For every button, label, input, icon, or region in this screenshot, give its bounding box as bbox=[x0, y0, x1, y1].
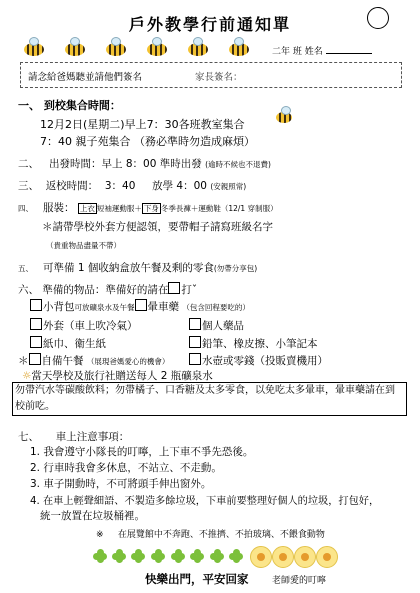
departure-note: (逾時不候也不退費) bbox=[205, 160, 271, 169]
top-box: 上衣 bbox=[79, 204, 95, 213]
section-7-title: 車上注意事項： bbox=[55, 431, 130, 443]
bee-icon bbox=[276, 112, 292, 123]
teacher-sign-off: 老師愛的叮嚀 bbox=[272, 576, 327, 586]
class-name-line bbox=[272, 44, 372, 57]
bus-rule-1: 1. 我會遵守小隊長的叮嚀，上下車不爭先恐後。 bbox=[30, 446, 254, 458]
lunchbox-note: (勿帶分享包) bbox=[213, 264, 258, 273]
clover-icon bbox=[171, 549, 185, 563]
gift-text: 當天學校及旅行社贈送每人 2 瓶礦泉水 bbox=[31, 370, 213, 382]
flower-icon bbox=[272, 546, 294, 568]
section-6-title: 準備的物品：準備好的請在 bbox=[42, 284, 169, 296]
bus-rule-4: 4. 在車上輕聲細語、不製造多餘垃圾，下車前要整理好個人的垃圾，打包好， bbox=[30, 496, 380, 507]
section-4-number: 四、 bbox=[18, 204, 33, 213]
section-1-heading bbox=[18, 97, 121, 113]
highlight-warning: 勿帶汽水等碳酸飲料；勿帶橘子、口香糖及太多零食，以免吃太多暈車，暈車藥請在到校前吃。 bbox=[12, 382, 407, 416]
checkbox-paper[interactable] bbox=[30, 336, 42, 348]
item-bag: 小背包 bbox=[43, 301, 75, 313]
item-medicine-note: （包含回程要吃的） bbox=[182, 303, 250, 312]
section-1-title: 到校集合時間： bbox=[43, 99, 121, 112]
gift-line bbox=[22, 368, 213, 383]
section-2-number: 二、 bbox=[18, 158, 39, 170]
checkbox-lunch[interactable] bbox=[29, 353, 41, 365]
bus-rule-4-continued: 統一放置在垃圾桶裡。 bbox=[30, 510, 146, 522]
checkbox-jacket[interactable] bbox=[30, 318, 42, 330]
section-4 bbox=[18, 200, 278, 215]
item-jacket bbox=[30, 318, 138, 333]
checkbox-personal-meds[interactable] bbox=[189, 318, 201, 330]
name-underline[interactable] bbox=[326, 53, 372, 54]
class-line-label: 二年 班 姓名 bbox=[272, 47, 323, 57]
section-5-number: 五、 bbox=[18, 264, 33, 273]
section-6-heading bbox=[18, 282, 197, 297]
section-7-heading bbox=[18, 429, 129, 444]
flower-icon bbox=[250, 546, 272, 568]
clover-icon bbox=[131, 549, 145, 563]
item-bottle bbox=[189, 353, 328, 368]
clover-icon bbox=[229, 549, 243, 563]
assembly-time-line-1: 12月2日(星期二)早上7：30各班教室集合 bbox=[40, 118, 245, 131]
bus-rule-2: 2. 行車時我會多休息，不站立、不走動。 bbox=[30, 462, 222, 474]
checkbox-bottle[interactable] bbox=[189, 353, 201, 365]
return-time: 返校時間： 3：40 放學 4：00 bbox=[45, 180, 207, 192]
section-3 bbox=[18, 178, 246, 193]
top-clothing: 短袖運動服＋ bbox=[96, 204, 142, 213]
bee-icon bbox=[147, 43, 167, 56]
museum-rule-mark: ※ bbox=[96, 530, 104, 540]
return-note: (安親照常) bbox=[210, 182, 247, 191]
bee-icon bbox=[24, 43, 44, 56]
clover-icon bbox=[190, 549, 204, 563]
checkbox-sample bbox=[168, 282, 180, 294]
item-row-1 bbox=[30, 299, 250, 314]
check-mark-icon: ˇ bbox=[191, 284, 198, 296]
item-bag-note: 可放礦泉水及午餐 bbox=[74, 303, 135, 312]
assembly-time-line-2: 7：40 親子苑集合 （務必準時勿造成麻煩） bbox=[40, 135, 255, 148]
section-2 bbox=[18, 156, 271, 171]
lunchbox-text: 可準備 1 個收納盒放午餐及剩的零食 bbox=[43, 262, 214, 274]
item-lunch bbox=[18, 353, 169, 368]
museum-rule bbox=[96, 527, 325, 540]
clover-icon bbox=[93, 549, 107, 563]
jacket-reminder: ＊請帶學校外套方便認領，要帶帽子請寫班級名字 bbox=[42, 221, 273, 233]
bus-rule-3: 3. 車子開動時，不可將頭手伸出窗外。 bbox=[30, 478, 212, 490]
section-5 bbox=[18, 260, 257, 275]
section-3-number: 三、 bbox=[18, 180, 39, 192]
section-1-number: 一、 bbox=[18, 99, 40, 112]
section-7-number: 七、 bbox=[18, 431, 39, 443]
section-6-number: 六、 bbox=[18, 284, 39, 296]
item-stationery bbox=[189, 336, 318, 351]
item-lunch-note: （展現爸媽愛心的機會） bbox=[86, 357, 170, 366]
flower-icon bbox=[316, 546, 338, 568]
item-motion-medicine: 暈車藥 bbox=[147, 301, 179, 313]
item-jacket-label: 外套（車上吹冷氣） bbox=[43, 320, 138, 332]
departure-time: 出發時間：早上 8：00 準時出發 bbox=[49, 158, 202, 170]
clover-icon bbox=[151, 549, 165, 563]
bee-icon bbox=[229, 43, 249, 56]
check-suffix: 打 bbox=[181, 284, 192, 296]
dress-label: 服裝： bbox=[43, 202, 75, 214]
important-star: ＊ bbox=[18, 355, 29, 367]
seat-number-circle bbox=[367, 7, 389, 29]
clover-icon bbox=[210, 549, 224, 563]
bee-icon bbox=[188, 43, 208, 56]
bottom-box: 下身 bbox=[143, 204, 159, 213]
bottom-clothing: 冬季長褲＋運動鞋（12/1 穿制服） bbox=[160, 204, 278, 213]
checkbox-medicine[interactable] bbox=[135, 299, 147, 311]
checkbox-stationery[interactable] bbox=[189, 336, 201, 348]
item-personal-meds-label: 個人藥品 bbox=[202, 320, 244, 332]
bee-icon bbox=[65, 43, 85, 56]
item-bottle-label: 水壺或零錢（投販賣機用） bbox=[202, 355, 328, 367]
bee-icon bbox=[106, 43, 126, 56]
item-paper-label: 紙巾、衛生紙 bbox=[43, 338, 106, 350]
closing-slogan: 快樂出門，平安回家 bbox=[145, 572, 249, 586]
parent-signature-field[interactable] bbox=[248, 66, 388, 82]
museum-rule-text: 在展覽館中不奔跑、不推擠、不拍玻璃、不餵食動物 bbox=[117, 530, 325, 540]
flower-icon bbox=[294, 546, 316, 568]
signature-prompt: 請念給爸媽聽並請他們簽名 bbox=[28, 72, 143, 83]
parent-signature-label: 家長簽名： bbox=[195, 72, 243, 83]
valuables-note: （貴重物品盡量不帶） bbox=[46, 241, 121, 250]
item-personal-meds bbox=[189, 318, 244, 333]
sun-icon: ☼ bbox=[22, 370, 32, 382]
item-lunch-label: 自備午餐 bbox=[41, 355, 84, 367]
clover-icon bbox=[112, 549, 126, 563]
page-title: 戶外教學行前通知單 bbox=[128, 15, 291, 34]
item-stationery-label: 鉛筆、橡皮擦、小筆記本 bbox=[202, 338, 318, 350]
checkbox-bag[interactable] bbox=[30, 299, 42, 311]
item-paper bbox=[30, 336, 106, 351]
